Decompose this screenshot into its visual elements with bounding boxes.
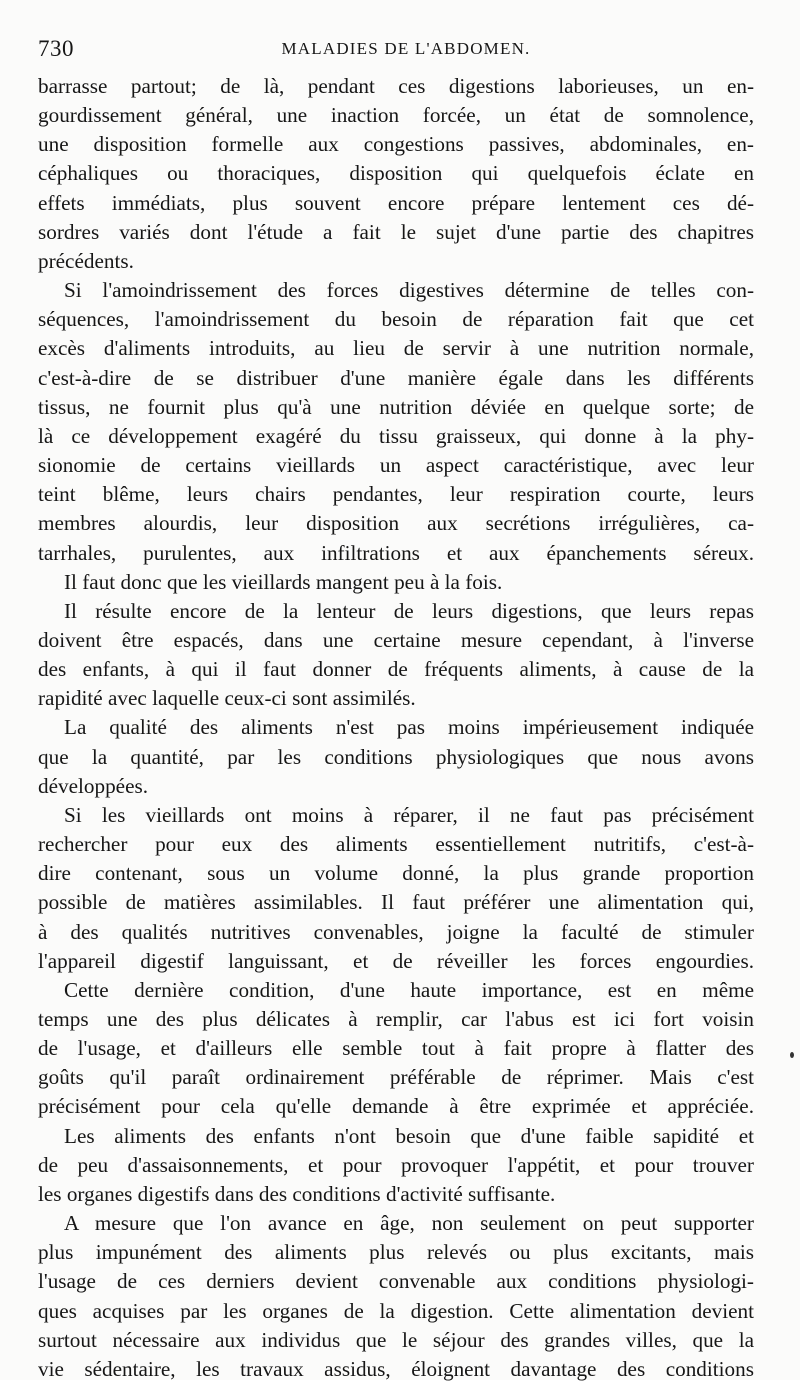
text-line: Si l'amoindrissement des forces digestives détermine de telles con-: [64, 278, 754, 303]
text-line: Les aliments des enfants n'ont besoin que d'une faible sapidité et: [64, 1123, 754, 1148]
text-line: plus impunément des aliments plus relevés ou plus excitants, mais: [38, 1240, 754, 1265]
text-line: possible de matières assimilables. Il faut préférer une alimentation qui,: [38, 890, 754, 915]
text-line: développées.: [38, 773, 149, 798]
text-line: goûts qu'il paraît ordinairement préférable de réprimer. Mais c'est: [38, 1065, 754, 1090]
text-line: temps une des plus délicates à remplir, car l'abus est ici fort voisin: [38, 1007, 754, 1031]
text-line: Cette dernière condition, d'une haute importance, est en même: [64, 977, 754, 1002]
page-number: 730: [38, 36, 74, 61]
text-line: une disposition formelle aux congestions passives, abdominales, en-: [38, 132, 754, 157]
text-line: sionomie de certains vieillards un aspect caractéristique, avec leur: [38, 453, 754, 478]
text-line: tissus, ne fournit plus qu'à une nutrition déviée en quelque sorte; de: [38, 394, 754, 419]
text-line: de peu d'assaisonnements, et pour provoquer l'appétit, et pour trouver: [38, 1152, 754, 1177]
text-line: vie sédentaire, les travaux assidus, éloignent davantage des conditions: [38, 1356, 754, 1381]
body-text: [38, 72, 754, 1384]
text-line: précédents.: [38, 248, 134, 273]
page-header: [38, 36, 754, 66]
text-line: séquences, l'amoindrissement du besoin de réparation fait que cet: [38, 307, 754, 332]
text-line: barrasse partout; de là, pendant ces digestions laborieuses, un en-: [38, 74, 754, 98]
text-line: Il faut donc que les vieillards mangent peu à la fois.: [64, 569, 503, 594]
text-line: Il résulte encore de la lenteur de leurs digestions, que leurs repas: [64, 598, 754, 623]
text-line: céphaliques ou thoraciques, disposition qui quelquefois éclate en: [38, 161, 754, 186]
text-line: La qualité des aliments n'est pas moins impérieusement indiquée: [64, 715, 754, 740]
text-line: à des qualités nutritives convenables, joigne la faculté de stimuler: [38, 919, 754, 944]
text-line: l'appareil digestif languissant, et de réveiller les forces engourdies.: [38, 948, 754, 973]
text-line: excès d'aliments introduits, au lieu de servir à une nutrition normale,: [38, 336, 754, 361]
text-line: teint blême, leurs chairs pendantes, leur respiration courte, leurs: [38, 482, 754, 507]
text-line: membres alourdis, leur disposition aux secrétions irrégulières, ca-: [38, 511, 754, 536]
text-line: tarrhales, purulentes, aux infiltrations et aux épanchements séreux.: [38, 540, 754, 565]
text-line: surtout nécessaire aux individus que le séjour des grandes villes, que la: [38, 1327, 754, 1352]
text-line: que la quantité, par les conditions physiologiques que nous avons: [38, 744, 754, 769]
text-line: précisément pour cela qu'elle demande à être exprimée et appréciée.: [38, 1094, 754, 1119]
text-line: sordres variés dont l'étude a fait le sujet d'une partie des chapitres: [38, 219, 754, 244]
text-line: l'usage de ces derniers devient convenable aux conditions physiologi-: [38, 1269, 754, 1294]
text-line: doivent être espacés, dans une certaine mesure cependant, à l'inverse: [38, 627, 754, 652]
text-line: dire contenant, sous un volume donné, la plus grande proportion: [38, 861, 754, 886]
text-line: rapidité avec laquelle ceux-ci sont assimilés.: [38, 686, 416, 711]
text-line: des enfants, à qui il faut donner de fréquents aliments, à cause de la: [38, 657, 754, 682]
text-line: effets immédiats, plus souvent encore prépare lentement ces dé-: [38, 190, 754, 215]
text-line: gourdissement général, une inaction forcée, un état de somnolence,: [38, 103, 754, 128]
text-line: là ce développement exagéré du tissu graisseux, qui donne à la phy-: [38, 423, 754, 448]
text-line: A mesure que l'on avance en âge, non seulement on peut supporter: [64, 1211, 754, 1236]
text-line: rechercher pour eux des aliments essentiellement nutritifs, c'est-à-: [38, 832, 754, 857]
text-line: les organes digestifs dans des conditions d'activité suffisante.: [38, 1181, 556, 1206]
text-line: c'est-à-dire de se distribuer d'une manière égale dans les différents: [38, 365, 754, 390]
text-line: de l'usage, et d'ailleurs elle semble tout à fait propre à flatter des: [38, 1036, 754, 1061]
running-head: MALADIES DE L'ABDOMEN.: [281, 39, 531, 58]
ink-mark: [790, 1052, 794, 1058]
text-line: ques acquises par les organes de la digestion. Cette alimentation devient: [38, 1298, 754, 1323]
text-line: Si les vieillards ont moins à réparer, il ne faut pas précisément: [64, 802, 754, 827]
